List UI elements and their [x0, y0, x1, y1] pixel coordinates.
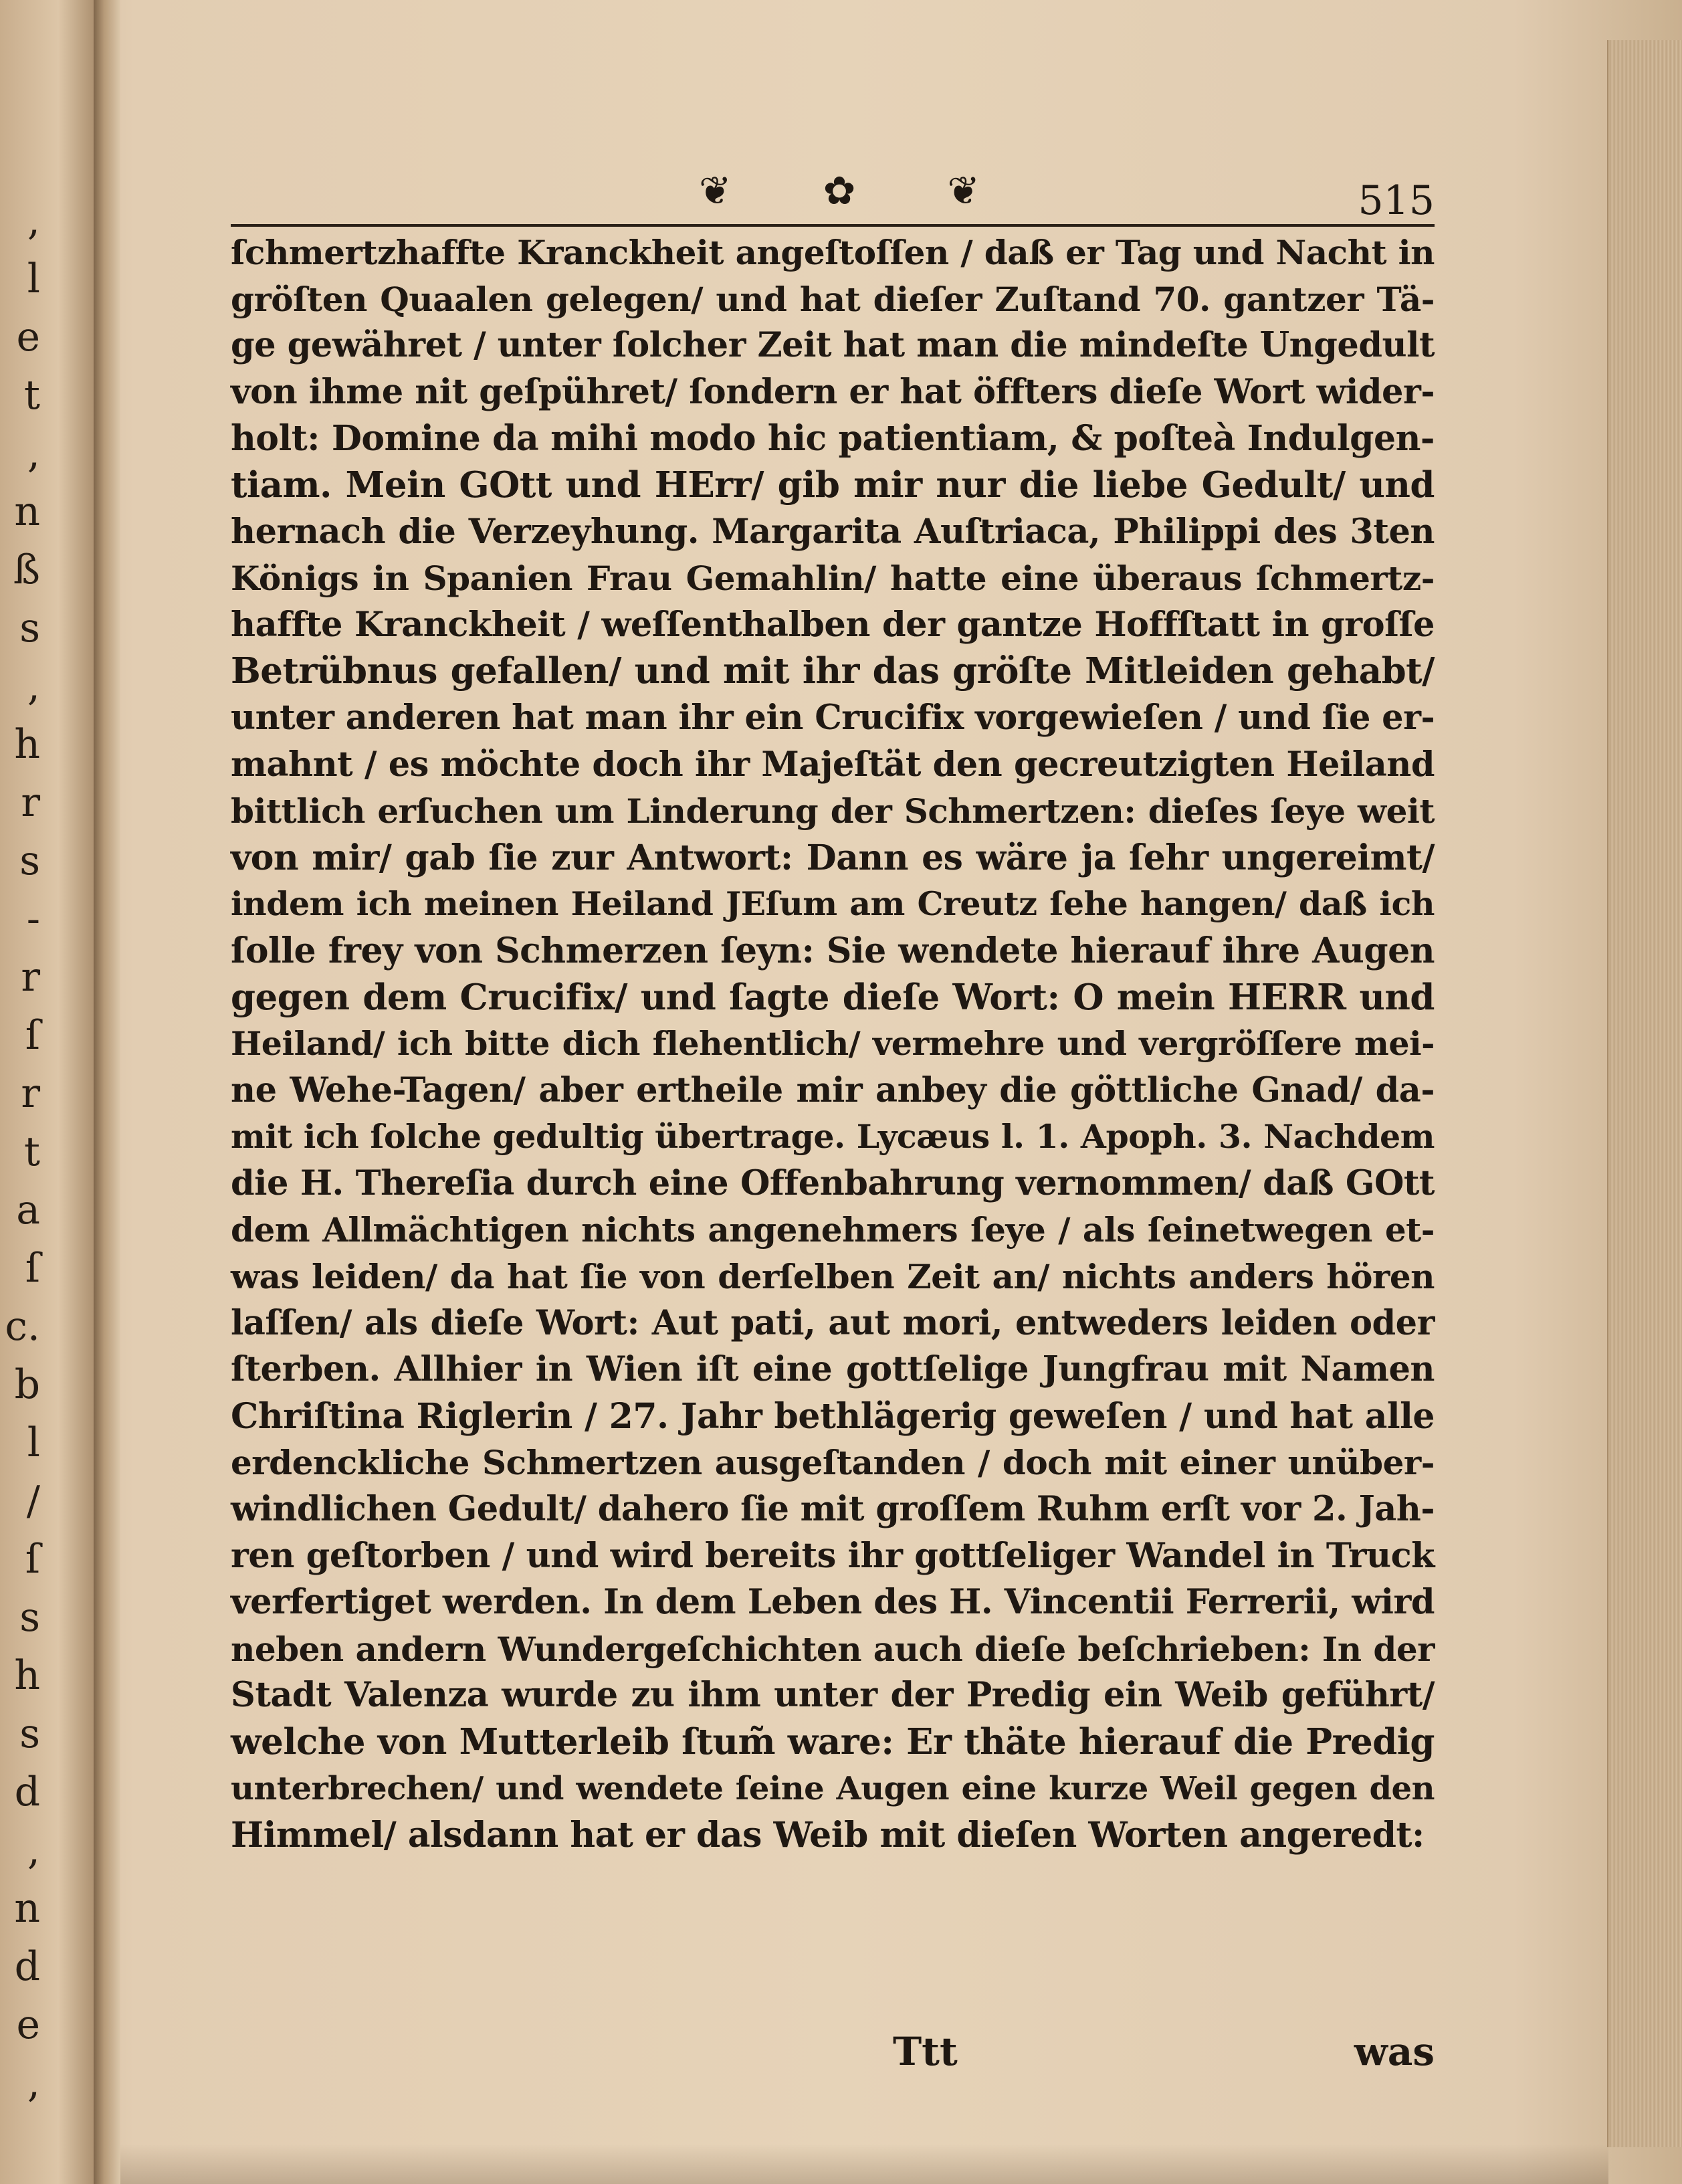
text-line: ſchmertzhaffte Kranckheit angeſtoſſen / daß er Tag und Nacht in [231, 233, 1435, 272]
fleuron-right-icon: ❦ [947, 168, 980, 213]
book-gutter [94, 0, 120, 2184]
text-line: Königs in Spanien Frau Gemahlin/ hatte eine überaus ſchmertz- [231, 559, 1435, 599]
text-line: Himmel/ alsdann hat er das Weib mit dieſen Worten angeredt: [231, 1815, 1425, 1856]
text-line: unter anderen hat man ihr ein Crucifix vorgewieſen / und ſie er- [231, 697, 1435, 738]
facing-page-fragment: , [27, 430, 40, 477]
text-line: ren geſtorben / und wird bereits ihr gottſeliger Wandel in Truck [231, 1535, 1435, 1576]
facing-page-fragment: r [21, 1070, 40, 1117]
page-shadow [120, 2144, 1608, 2184]
facing-page-fragment: l [27, 256, 40, 302]
text-line: Betrübnus gefallen/ und mit ihr das gröſte Mitleiden gehabt/ [231, 650, 1435, 692]
facing-page-fragment: c. [5, 1303, 40, 1350]
text-line: ſolle frey von Schmerzen ſeyn: Sie wendete hierauf ihre Augen [231, 930, 1435, 971]
text-line: ſterben. Allhier in Wien iſt eine gottſelige Jungfrau mit Namen [231, 1349, 1435, 1390]
catchword: was [1354, 2029, 1435, 2074]
facing-page-edge [0, 0, 97, 2184]
header-rule [231, 224, 1435, 227]
text-line: ne Wehe-Tagen/ aber ertheile mir anbey die göttliche Gnad/ da- [231, 1070, 1435, 1110]
facing-page-fragment: h [14, 721, 40, 768]
text-line: laſſen/ als dieſe Wort: Aut pati, aut mori, entweders leiden oder [231, 1302, 1435, 1343]
page-body [231, 229, 1435, 1859]
text-line: gegen dem Crucifix/ und ſagte dieſe Wort: O mein HERR und [231, 976, 1435, 1018]
facing-page-fragment: , [27, 1827, 40, 1874]
facing-page-fragment: a [16, 1187, 40, 1233]
facing-page-fragment: d [14, 1769, 40, 1815]
text-line: die H. Thereſia durch eine Offenbahrung vernommen/ daß GOtt [231, 1163, 1435, 1203]
book-page [231, 151, 1435, 2090]
header-ornament [699, 164, 980, 217]
facing-page-fragment: e [16, 314, 40, 361]
text-line: verfertiget werden. In dem Leben des H. Vincentii Ferrerii, wird [231, 1582, 1435, 1623]
text-line: windlichen Gedult/ dahero ſie mit groſſem Ruhm erſt vor 2. Jah- [231, 1489, 1435, 1530]
facing-page-fragment: ſ [25, 1536, 40, 1583]
page-number: 515 [1358, 177, 1435, 224]
facing-page-fragment: b [14, 1361, 40, 1408]
rosette-icon: ✿ [823, 168, 856, 213]
facing-page-fragment: t [23, 1128, 40, 1175]
facing-page-fragment: s [19, 1594, 40, 1641]
text-line: unterbrechen/ und wendete ſeine Augen eine kurze Weil gegen den [231, 1769, 1435, 1807]
facing-page-fragment: s [19, 837, 40, 884]
text-line: indem ich meinen Heiland JEſum am Creutz ſehe hangen/ daß ich [231, 884, 1435, 924]
text-line: Heiland/ ich bitte dich flehentlich/ vermehre und vergröſſere mei- [231, 1024, 1435, 1064]
text-line: Stadt Valenza wurde zu ihm unter der Predig ein Weib geführt/ [231, 1675, 1435, 1716]
facing-page-fragment: s [19, 605, 40, 652]
text-line: holt: Domine da mihi modo hic patientiam, & poſteà Indulgen- [231, 418, 1435, 460]
text-line: von ihme nit geſpühret/ ſondern er hat öffters dieſe Wort wider- [231, 371, 1435, 412]
facing-page-fragment: r [21, 779, 40, 826]
facing-page-fragment: ſ [25, 1012, 40, 1059]
text-line: bittlich erſuchen um Linderung der Schmertzen: dieſes ſeye weit [231, 791, 1435, 831]
facing-page-fragment: , [27, 197, 40, 244]
text-line: ge gewähret / unter ſolcher Zeit hat man die mindeſte Ungedult [231, 325, 1435, 366]
facing-page-fragment: s [19, 1710, 40, 1757]
text-line: von mir/ gab ſie zur Antwort: Dann es wäre ja ſehr ungereimt/ [231, 837, 1435, 878]
text-line: gröſten Quaalen gelegen/ und hat dieſer Zuſtand 70. gantzer Tä- [231, 279, 1435, 319]
text-line: neben andern Wundergeſchichten auch dieſe beſchrieben: In der [231, 1629, 1435, 1669]
text-line: was leiden/ da hat ſie von derſelben Zeit an/ nichts anders hören [231, 1257, 1435, 1297]
facing-page-fragment: ſ [25, 1245, 40, 1292]
facing-page-fragment: ß [13, 547, 40, 593]
facing-page-fragment: n [14, 488, 40, 535]
text-line: dem Allmächtigen nichts angenehmers ſeye / als ſeinetwegen et- [231, 1210, 1435, 1250]
facing-page-fragment: / [26, 1478, 40, 1524]
facing-page-fragment: , [27, 663, 40, 710]
text-line: haffte Kranckheit / weſſenthalben der gantze Hoffſtatt in groſſe [231, 604, 1435, 645]
facing-page-fragment: - [26, 896, 40, 942]
page-header [231, 151, 1435, 231]
fleuron-left-icon: ❦ [699, 168, 732, 213]
text-line: welche von Mutterleib ſtum̃ ware: Er thäte hierauf die Predig [231, 1721, 1435, 1763]
text-line: mit ich ſolche gedultig übertrage. Lycæus l. 1. Apoph. 3. Nachdem [231, 1117, 1435, 1157]
text-line: Chriſtina Riglerin / 27. Jahr bethlägerig geweſen / und hat alle [231, 1395, 1435, 1437]
facing-page-fragment: e [16, 2001, 40, 2048]
facing-page-fragment: h [14, 1652, 40, 1699]
text-line: hernach die Verzeyhung. Margarita Auſtriaca, Philippi des 3ten [231, 511, 1435, 552]
signature-mark: Ttt [893, 2029, 958, 2074]
facing-page-fragment: r [21, 954, 40, 1001]
text-line: erdenckliche Schmertzen ausgeſtanden / doch mit einer unüber- [231, 1443, 1435, 1483]
text-line: tiam. Mein GOtt und HErr/ gib mir nur die liebe Gedult/ und [231, 464, 1435, 506]
facing-page-fragment: n [14, 1885, 40, 1932]
facing-page-fragment: , [27, 2060, 40, 2106]
page-block-edge [1607, 40, 1682, 2147]
facing-page-fragment: d [14, 1943, 40, 1990]
page-footer [231, 2029, 1435, 2076]
facing-page-fragment: l [27, 1419, 40, 1466]
facing-page-fragment: t [23, 372, 40, 419]
text-line: mahnt / es möchte doch ihr Majeſtät den gecreutzigten Heiland [231, 744, 1435, 785]
